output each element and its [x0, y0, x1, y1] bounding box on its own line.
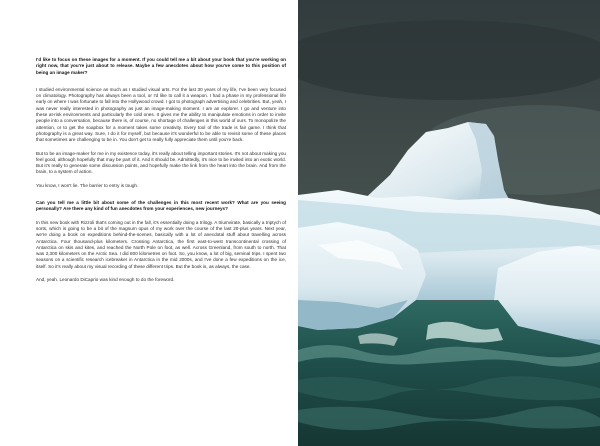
- iceberg-photo-graphic: [298, 0, 600, 446]
- interview-question-2: Can you tell me a little bit about some of the challenges in this most recent work? What are you seeing personally? Are there any kind of fun anecdotes from your experiences, new journeys?: [36, 200, 286, 212]
- text-page: [0, 0, 298, 446]
- interview-answer-5: And, yeah. Leonardo DiCaprio was kind enough to do the foreword.: [36, 277, 175, 283]
- interview-answer-4: In this new book with Rizzoli that's coming out in the fall, it's essentially doing a trilogy. A triumvirate, basically a triptych of sorts, which is going to be a bit of the magnum opus of my work over the course of the last 20-plus years. Next year, we're doing a book on expeditions behind-the-scenes, basically with a lot of anecdotal stuff about travelling across Antarctica. Four thousand-plus kilometers. Crossing Antarctica, the first east-to-west transcontinental crossing of Antarctica on skis and kites, and reached the North Pole on foot, as well. Across Greenland, from south to north. That was 2,300 kilometers on the Arctic Sea. I did 800 kilometres on foot. So, you know, a lot of big, seminal trips. I spent two seasons on a scientific research icebreaker in Antarctica in the mid 2000s, and I've done a few expeditions on the ice, itself. So it's really about my visual recording of these different trips. But the book is, as always, the case.: [36, 219, 286, 269]
- interview-question-1: I'd like to focus on these images for a moment. If you could tell me a bit about your book that you're working on right now, that you're just about to release. Maybe a few anecdotes about how you've come to this position of being an image maker?: [36, 57, 286, 75]
- interview-answer-2: But to be an image-maker for me in my existence today, it's really about telling important stories. It's not about making you feel good, although hopefully that may be part of it. And it should be. Admittedly, it's nice to be invited into an exotic world. But it's really to generate some discussion points, and hopefully make the link from the heart into the brain. And from the brain, to a system of action.: [36, 150, 286, 175]
- interview-answer-1: I studied environmental science as much as I studied visual arts. For the last 30 years of my life, I've been very focused on climatology. Photography has always been a tool, or I'd like to call it a weapon. I had a phase in my professional life early on where I was fortunate to fall into the Hollywood crowd. I got to photograph advertising and celebrities. But, yeah, I was never really interested in photography as just an image-making moment. I am an explorer. I go and venture into these at-risk environments and particularly the cold ones. It gives me the ability to manipulate emotions in order to invite people into a conversation, because there is, of course, no shortage of challenges in this world of ours. To monopolize the attention, or to get the soapbox for a moment takes some creativity. Every tool of the trade is fair game. I think that photography is a great way. Sure, I do it for myself, but because it's wonderful to be able to revisit some of these places that sometimes are challenging to be in. You don't get to really fully appreciate them until you're back.: [36, 86, 286, 143]
- iceberg-photo: [298, 0, 600, 446]
- interview-answer-3: You know, I won't lie. The barrier to entry is tough.: [36, 182, 139, 188]
